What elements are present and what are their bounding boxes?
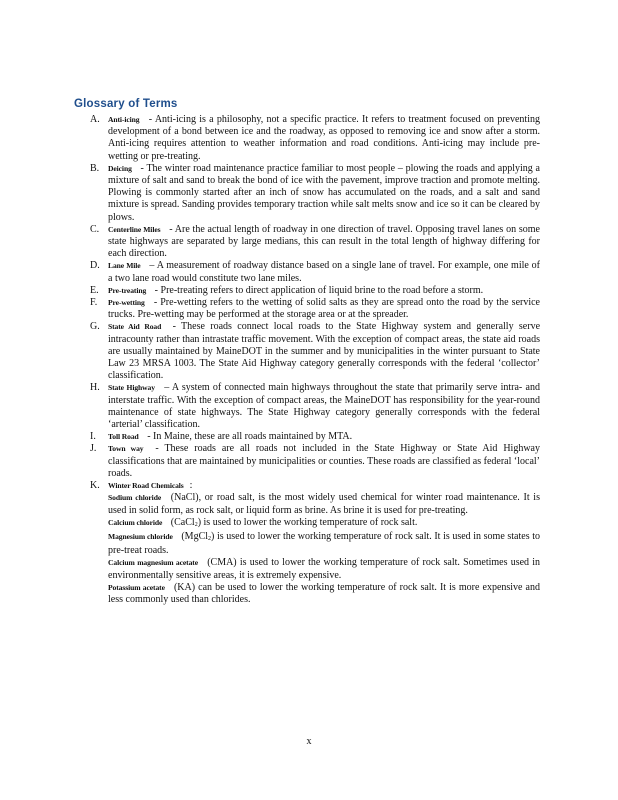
glossary-entry-c: C. Centerline Miles - Are the actual length of roadway in one direction of travel. Opposing travel lanes on some state highways are separated by large medians, this can result in the total length of highway differing for each direction. bbox=[90, 223, 540, 260]
glossary-entry-h: H. State Highway – A system of connected main highways throughout the state that primarily serve intra- and interstate traffic. With the exception of compact areas, the MaineDOT has responsibility for the year-round maintenance of state highways. The State Highway category generally corresponds with the federal ‘arterial’ classification. bbox=[90, 382, 540, 431]
chemical-calcium-chloride: Calcium chloride (CaCl$_2$) is used to lower the working temperature of rock salt. bbox=[108, 516, 418, 528]
definition: - Pre-wetting refers to the wetting of solid salts as they are spread onto the road by the service trucks. Pre-wetting may be performed at the storage area or at the spreader. bbox=[108, 297, 540, 321]
chemical-potassium-acetate: Potassium acetate (KA) can be used to lower the working temperature of rock salt. It is more expensive and less commonly used than chlorides. bbox=[108, 581, 540, 605]
definition: : bbox=[189, 480, 193, 492]
definition: - The winter road maintenance practice familiar to most people – plowing the roads and applying a mixture of salt and sand to break the bond of ice with the pavement, improve traction and promote melting. Plowing is commonly started after an inch of snow has accumulated on the roads, and a salt and sand mixture is spread. Sanding provides temporary traction while salt melts snow and ice so it can be cleared by plows. bbox=[108, 162, 540, 223]
term: Lane Mile bbox=[108, 261, 141, 271]
glossary-entry-b: B. Deicing - The winter road maintenance practice familiar to most people – plowing the roads and applying a mixture of salt and sand to break the bond of ice with the pavement, improve traction and promote melting. Plowing is commonly started after an inch of snow has accumulated on the roads, and a salt and sand mixture is spread. Sanding provides temporary traction while salt melts snow and ice so it can be cleared by plows. bbox=[90, 162, 540, 223]
term: Toll Road bbox=[108, 432, 139, 442]
definition: - Anti-icing is a philosophy, not a specific practice. It refers to treatment focused on preventing development of a bond between ice and the roadway, as opposed to removing ice and snow after a storm. Anti-icing requires attention to weather information and road conditions. Anti-icing may include pre-wetting or pre-treating. bbox=[108, 114, 540, 162]
term: Deicing bbox=[108, 163, 132, 173]
definition: - These roads are all roads not included in the State Highway or State Aid Highway classifications that are maintained by municipalities or counties. These roads are classified as federal ‘local’ roads. bbox=[108, 443, 540, 479]
chemical-magnesium-chloride: Magnesium chloride (MgCl$_2$) is used to lower the working temperature of rock salt. It is used in some states to pre-treat roads. bbox=[108, 530, 540, 557]
glossary-entry-f: F. Pre-wetting - Pre-wetting refers to the wetting of solid salts as they are spread onto the road by the service trucks. Pre-wetting may be performed at the storage area or at the spreader. bbox=[90, 297, 540, 321]
definition: – A measurement of roadway distance based on a single lane of travel. For example, one mile of a two lane road would constitute two lane miles. bbox=[108, 260, 540, 284]
glossary-entry-k: K. Winter Road Chemicals : Sodium chloride (NaCl), or road salt, is the most widely used chemical for winter road maintenance. It is used in solid form, as rock salt, or liquid form as brine. As brine it is used for pre-treating. Calcium chloride (CaCl$_2$) is used to lower the working temperature of rock salt. Magnesium chloride (MgCl$_2$) is used to lower the working temperature of rock salt. It is used in some states to pre-treat roads. Calcium magnesium acetate (CMA) is used to lower the working temperature of rock salt. Sometimes used in environmentally sensitive areas, it is extremely expensive. Potassium acetate (KA) can be used to lower the working temperature of rock salt. It is more expensive and less commonly used than chlorides. bbox=[90, 480, 541, 605]
term: Centerline Miles bbox=[108, 224, 161, 234]
term: Pre-wetting bbox=[108, 298, 145, 308]
glossary-entry-g: G. State Aid Road - These roads connect local roads to the State Highway system and generally serve intracounty rather than intrastate traffic movement. With the exception of compact areas, the state aid roads are usually maintained by MaineDOT in the summer and by municipalities in the winter pursuant to State Law 23 MRSA 1003. The State Aid Highway category generally corresponds with the federal ‘collector’ classification. bbox=[90, 321, 541, 382]
definition: - These roads connect local roads to the State Highway system and generally serve intracounty rather than intrastate traffic movement. With the exception of compact areas, the state aid roads are usually maintained by MaineDOT in the summer and by municipalities in the winter pursuant to State Law 23 MRSA 1003. The State Aid Highway category generally corresponds with the federal ‘collector’ classification. bbox=[108, 321, 541, 382]
definition: - In Maine, these are all roads maintained by MTA. bbox=[144, 431, 353, 443]
term: State Aid Road bbox=[108, 322, 162, 332]
glossary-entry-j: J. Town way - These roads are all roads not included in the State Highway or State Aid Highway classifications that are maintained by municipalities or counties. These roads are classified as federal ‘local’ roads. bbox=[90, 443, 540, 479]
term: Pre-treating bbox=[108, 285, 147, 295]
definition: – A system of connected main highways throughout the state that primarily serve intra- and interstate traffic. With the exception of compact areas, the MaineDOT has responsibility for the year-round maintenance of state highways. The State Highway category generally corresponds with the federal ‘arterial’ classification. bbox=[108, 382, 540, 431]
definition: - Pre-treating refers to direct application of liquid brine to the road before a storm. bbox=[152, 284, 484, 296]
term: Winter Road Chemicals bbox=[108, 481, 184, 491]
page-number: x bbox=[306, 736, 312, 747]
definition: - Are the actual length of roadway in one direction of travel. Opposing travel lanes on some state highways are separated by large medians, this can result in the total length of highway differing for each direction. bbox=[108, 223, 540, 260]
term: Anti-icing bbox=[108, 115, 140, 124]
chemical-sodium-chloride: Sodium chloride (NaCl), or road salt, is the most widely used chemical for winter road maintenance. It is used in solid form, as rock salt, or liquid form as brine. As brine it is used for pre-treating. bbox=[108, 492, 540, 516]
glossary-heading: Glossary of Terms bbox=[74, 98, 178, 110]
glossary-entry-a: A. Anti-icing - Anti-icing is a philosophy, not a specific practice. It refers to treatment focused on preventing development of a bond between ice and the roadway, as opposed to removing ice and snow after a storm. Anti-icing requires attention to weather information and road conditions. Anti-icing may include pre-wetting or pre-treating. bbox=[90, 114, 540, 162]
glossary-entry-e: E. Pre-treating - Pre-treating refers to direct application of liquid brine to the road before a storm. bbox=[90, 284, 484, 296]
term: State Highway bbox=[108, 383, 155, 393]
chemical-calcium-magnesium-acetate: Calcium magnesium acetate (CMA) is used to lower the working temperature of rock salt. Sometimes used in environmentally sensitive areas, it is extremely expensive. bbox=[108, 557, 541, 581]
glossary-entry-i: I. Toll Road - In Maine, these are all roads maintained by MTA. bbox=[90, 431, 353, 443]
term: Town way bbox=[108, 444, 144, 454]
glossary-list bbox=[90, 114, 540, 606]
glossary-entry-d: D. Lane Mile – A measurement of roadway distance based on a single lane of travel. For example, one mile of a two lane road would constitute two lane miles. bbox=[90, 260, 540, 284]
